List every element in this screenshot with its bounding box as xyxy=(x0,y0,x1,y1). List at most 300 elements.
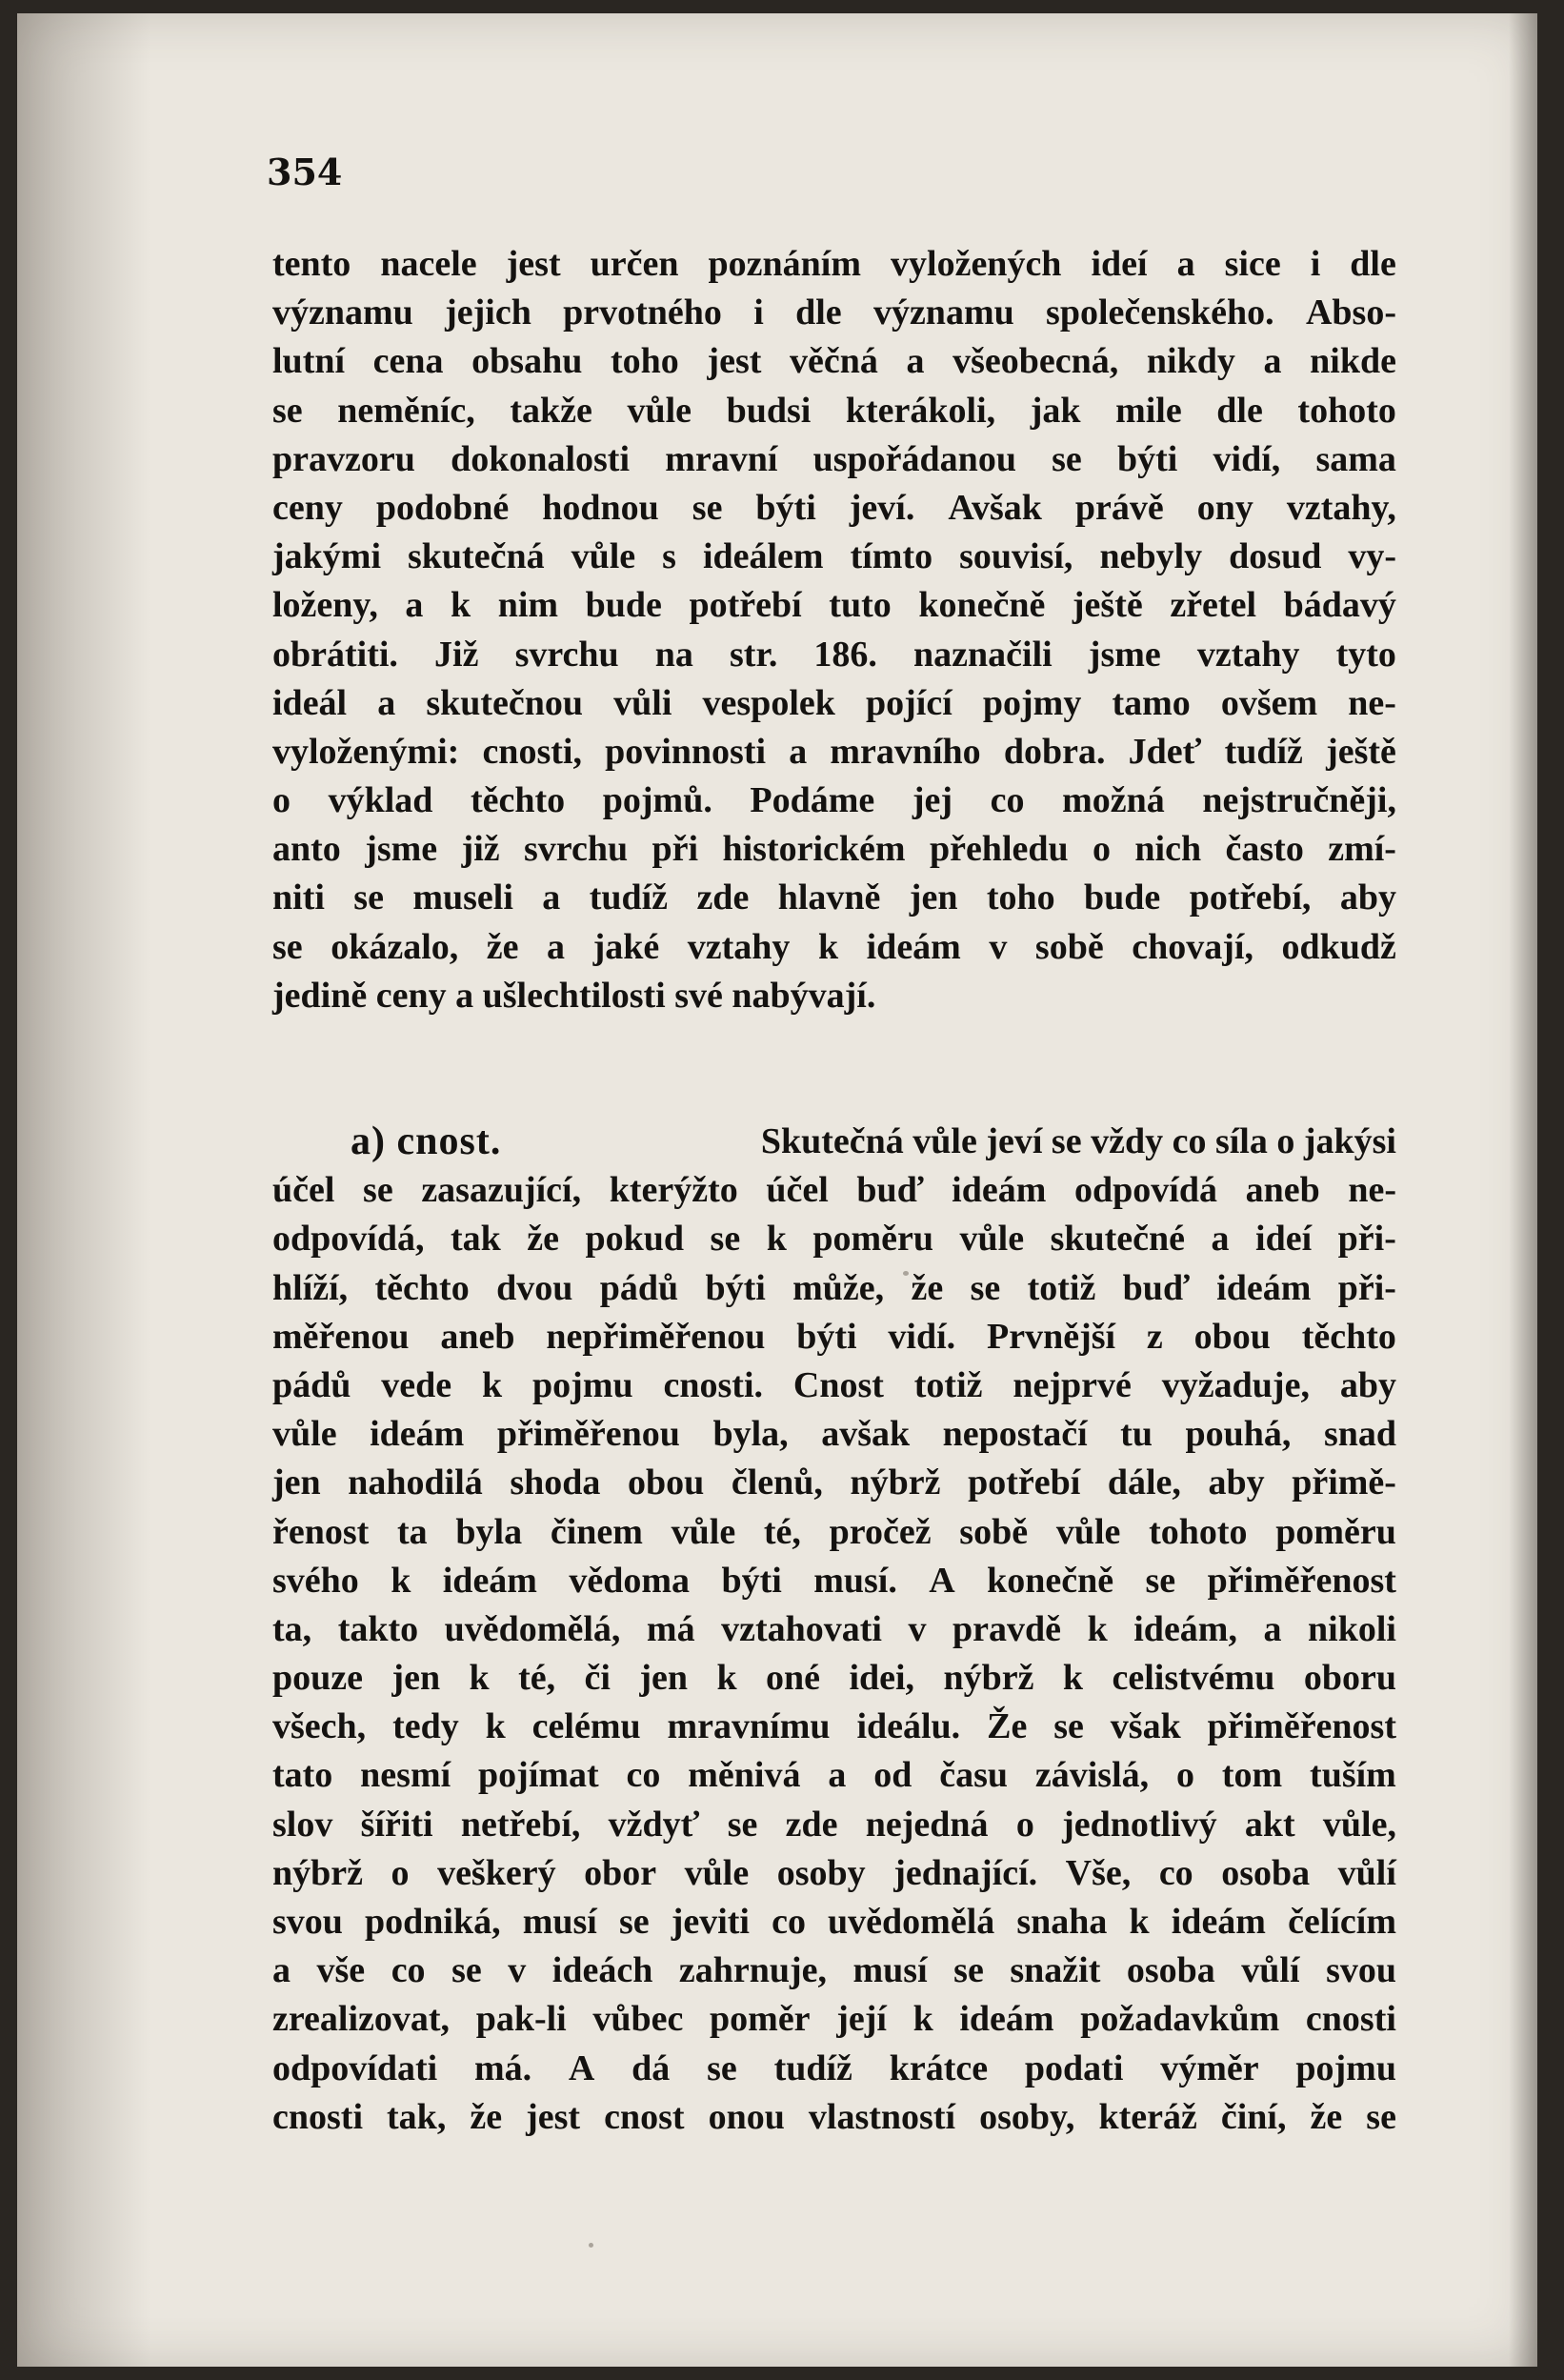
word: svrchu xyxy=(524,829,629,870)
word: naznačili xyxy=(913,634,1053,675)
text-line xyxy=(272,581,1396,630)
word: mravnímu xyxy=(667,1706,831,1747)
word: ideálem xyxy=(702,536,824,577)
word: akt xyxy=(1244,1804,1295,1845)
word: vztahovati xyxy=(721,1608,882,1649)
word: i xyxy=(753,292,764,333)
word: může, xyxy=(792,1267,885,1308)
word: obou xyxy=(1193,1316,1271,1357)
text-line xyxy=(272,533,1396,581)
word: a xyxy=(547,926,566,967)
text-line xyxy=(272,387,1396,435)
word: bude xyxy=(585,585,662,626)
word: vše xyxy=(316,1950,366,1991)
word: snaha xyxy=(1016,1902,1108,1942)
word: uvědomělá xyxy=(828,1902,995,1942)
text-line xyxy=(272,777,1396,825)
word: pouze xyxy=(272,1658,363,1699)
word: jej xyxy=(912,780,953,821)
word: slov xyxy=(272,1804,333,1845)
word: anto xyxy=(272,829,341,870)
word: vlastností xyxy=(808,2096,956,2137)
word: cnosti. xyxy=(663,1364,763,1405)
word: musí xyxy=(522,1902,597,1942)
word: niti xyxy=(272,877,325,918)
word: se xyxy=(451,1950,482,1991)
word: pádů xyxy=(272,1364,351,1405)
word: k xyxy=(766,1219,787,1260)
word: zmí- xyxy=(1328,829,1396,870)
word: pádů xyxy=(599,1267,679,1308)
word: všeobecná, xyxy=(952,341,1119,382)
word: ne- xyxy=(1348,682,1396,723)
word: účel xyxy=(272,1170,335,1211)
word: cnosti xyxy=(1305,1999,1396,2040)
word: co xyxy=(990,780,1025,821)
text-line xyxy=(272,825,1396,874)
word: a xyxy=(1263,341,1282,382)
text-line xyxy=(272,1946,1396,1995)
word: A xyxy=(929,1560,955,1601)
word: činí, xyxy=(1220,2096,1287,2137)
word: Cnost xyxy=(792,1364,884,1405)
word: nejstručněji, xyxy=(1202,780,1396,821)
word: zahrnuje, xyxy=(678,1950,827,1991)
word: snažit xyxy=(1010,1950,1101,1991)
word: Jdeť xyxy=(1128,731,1202,772)
text-line xyxy=(272,484,1396,533)
word: na xyxy=(654,634,693,675)
word: nepostačí xyxy=(942,1414,1088,1455)
word: ta, xyxy=(272,1608,312,1649)
word: v xyxy=(508,1950,527,1991)
word: ideám xyxy=(1216,1267,1312,1308)
page-edge-shadow xyxy=(1509,13,1537,2367)
word: ušlechtilosti xyxy=(482,975,666,1016)
text-line xyxy=(272,1898,1396,1946)
word: aby xyxy=(1339,877,1396,918)
word: tudíž xyxy=(589,877,669,918)
word: poměr xyxy=(710,1999,811,2040)
word: ceny xyxy=(375,975,447,1016)
word: o xyxy=(1015,1804,1034,1845)
word: k xyxy=(1062,1658,1084,1699)
word: sobě xyxy=(959,1511,1029,1552)
word: sama xyxy=(1315,438,1396,479)
word: cnost xyxy=(604,2096,685,2137)
word: ideám xyxy=(959,1999,1054,2040)
word: tento xyxy=(272,244,351,284)
word: významu xyxy=(272,292,413,333)
word: musí. xyxy=(813,1560,897,1601)
word: o xyxy=(1093,829,1112,870)
word: a xyxy=(1211,1219,1230,1260)
word: Že xyxy=(987,1706,1028,1747)
word: měnivá xyxy=(688,1755,801,1796)
word: cnosti xyxy=(272,2096,363,2137)
word: svou xyxy=(272,1902,343,1942)
word: se xyxy=(692,487,723,528)
ink-speck xyxy=(589,2243,593,2248)
word: určen xyxy=(590,244,679,284)
text-line xyxy=(272,1995,1396,2044)
word: zrealizovat, xyxy=(272,1999,451,2040)
word: aby xyxy=(1339,1364,1396,1405)
word: těchto xyxy=(374,1267,470,1308)
text-line xyxy=(272,2045,1396,2093)
word: nikoli xyxy=(1308,1608,1396,1649)
word: se xyxy=(710,1219,741,1260)
word: závislá, xyxy=(1034,1755,1150,1796)
word: k xyxy=(469,1658,490,1699)
word: se xyxy=(727,1804,758,1845)
word: totiž xyxy=(1027,1267,1096,1308)
word: ideálu. xyxy=(856,1706,961,1747)
word: možná xyxy=(1062,780,1165,821)
word: vztahy xyxy=(687,926,791,967)
word: vůbec xyxy=(592,1999,684,2040)
text-line xyxy=(272,1508,1396,1557)
word: byla, xyxy=(712,1414,789,1455)
word: tu xyxy=(1120,1414,1153,1455)
word: tato xyxy=(272,1755,333,1796)
word: uvědomělá, xyxy=(444,1608,621,1649)
word: pokud xyxy=(585,1219,685,1260)
text-line xyxy=(272,289,1396,337)
word: ideám xyxy=(1171,1902,1266,1942)
word: dle xyxy=(1350,244,1396,284)
word: nim xyxy=(497,585,559,626)
word: býti xyxy=(705,1267,766,1308)
word: vždyť xyxy=(608,1804,700,1845)
word: pročež xyxy=(829,1511,932,1552)
word: skutečná xyxy=(408,536,545,577)
word: hlavně xyxy=(777,877,881,918)
word: tak xyxy=(450,1219,501,1260)
word: jen xyxy=(909,877,958,918)
word: při xyxy=(652,829,699,870)
word: té, xyxy=(763,1511,801,1552)
word: ony xyxy=(1196,487,1253,528)
word: jest xyxy=(707,341,762,382)
text-line xyxy=(272,1313,1396,1361)
word: a xyxy=(828,1755,847,1796)
word: přimě- xyxy=(1292,1462,1396,1503)
word: vůle xyxy=(272,1414,337,1455)
word: se xyxy=(970,1267,1001,1308)
word: k xyxy=(391,1560,411,1601)
word: k xyxy=(450,585,471,626)
word: Podáme xyxy=(750,780,875,821)
word: výměr xyxy=(1160,2047,1259,2088)
text-line xyxy=(272,1751,1396,1800)
word: nejprvé xyxy=(1013,1364,1132,1405)
word: chovají, xyxy=(1132,926,1253,967)
word: často xyxy=(1225,829,1304,870)
word: dále, xyxy=(1107,1462,1181,1503)
word: těchto xyxy=(470,780,566,821)
word: i xyxy=(1310,244,1321,284)
word: vede xyxy=(381,1364,452,1405)
word: podati xyxy=(1024,2047,1124,2088)
word: tyto xyxy=(1335,634,1396,675)
word: bude xyxy=(1084,877,1161,918)
word: tudíž xyxy=(773,2047,852,2088)
word: 186. xyxy=(813,634,877,675)
word: nýbrž xyxy=(943,1658,1034,1699)
word: nýbrž xyxy=(272,1852,363,1893)
word: hodnou xyxy=(542,487,659,528)
word: že xyxy=(470,2096,503,2137)
word: věčná xyxy=(790,341,878,382)
word: odpovídá xyxy=(1074,1170,1217,1211)
word: se xyxy=(1145,1560,1176,1601)
word: kteráž xyxy=(1098,2096,1197,2137)
word: avšak xyxy=(821,1414,911,1455)
word: poměru xyxy=(1275,1511,1396,1552)
text-line xyxy=(272,1605,1396,1654)
word: vůli xyxy=(613,682,672,723)
word: podobné xyxy=(375,487,510,528)
word: vědoma xyxy=(569,1560,691,1601)
word: nebyly xyxy=(1099,536,1203,577)
word: má. xyxy=(473,2047,532,2088)
word: aneb xyxy=(440,1316,515,1357)
word: jednotlivý xyxy=(1062,1804,1217,1845)
word: se xyxy=(1053,1706,1084,1747)
word: odpovídá, xyxy=(272,1219,425,1260)
word: ideám xyxy=(370,1414,465,1455)
text-line xyxy=(272,1654,1396,1703)
text-line xyxy=(272,1459,1396,1507)
text-line xyxy=(272,1557,1396,1605)
word: pojmy xyxy=(982,682,1082,723)
word: ceny xyxy=(272,487,343,528)
word: měřenou xyxy=(272,1316,410,1357)
word: řenost xyxy=(272,1511,370,1552)
word: tuto xyxy=(829,585,892,626)
word: svého xyxy=(272,1560,359,1601)
word: vespolek xyxy=(702,682,835,723)
word: potřebí xyxy=(689,585,802,626)
word: tohoto xyxy=(1297,390,1396,431)
word: vyloženými: xyxy=(272,731,460,772)
word: nich xyxy=(1134,829,1202,870)
word: kterákoli, xyxy=(845,390,996,431)
word: jednající. xyxy=(893,1852,1038,1893)
word: jsme xyxy=(1088,634,1161,675)
text-line xyxy=(272,337,1396,386)
word: její xyxy=(836,1999,887,2040)
word: jsme xyxy=(365,829,438,870)
page-gutter-shadow xyxy=(17,13,150,2367)
word: skutečnou xyxy=(426,682,584,723)
word: vůle xyxy=(959,1219,1025,1260)
paragraph-1 xyxy=(272,240,1396,1020)
word: od xyxy=(873,1755,912,1796)
word: a xyxy=(542,877,561,918)
word: ne- xyxy=(1348,1170,1396,1211)
word: bádavý xyxy=(1283,585,1396,626)
word: str. xyxy=(730,634,778,675)
word: veškerý xyxy=(437,1852,556,1893)
word: k xyxy=(716,1658,737,1699)
text-line xyxy=(272,1801,1396,1849)
word: toho xyxy=(611,341,679,382)
word: z xyxy=(1146,1316,1163,1357)
word: pouhá, xyxy=(1185,1414,1292,1455)
word: konečně xyxy=(918,585,1046,626)
text-line xyxy=(272,923,1396,972)
word: o xyxy=(272,780,291,821)
word: jejich xyxy=(445,292,531,333)
word: požadavkům xyxy=(1080,1999,1280,2040)
text-line xyxy=(272,728,1396,777)
word: aneb xyxy=(1245,1170,1320,1211)
word: s xyxy=(662,536,676,577)
word: obor xyxy=(584,1852,657,1893)
word: ideám xyxy=(442,1560,537,1601)
word: jaké xyxy=(592,926,660,967)
word: vůle, xyxy=(1322,1804,1396,1845)
word: oné xyxy=(766,1658,821,1699)
word: co xyxy=(772,1902,806,1942)
word: nýbrž xyxy=(850,1462,941,1503)
word: tudíž xyxy=(1224,731,1303,772)
word: uspořádanou xyxy=(812,438,1016,479)
word: jak xyxy=(1030,390,1081,431)
word: se xyxy=(272,390,303,431)
word: vztahy, xyxy=(1286,487,1396,528)
word: kterýžto xyxy=(609,1170,738,1211)
word: a xyxy=(1176,244,1195,284)
word: povinnosti xyxy=(605,731,767,772)
word: že xyxy=(911,1267,944,1308)
word: při- xyxy=(1337,1219,1396,1260)
word: se xyxy=(618,1902,650,1942)
text-line xyxy=(272,435,1396,484)
word: pojmu xyxy=(1295,2047,1396,2088)
word: těchto xyxy=(1301,1316,1396,1357)
word: skutečné xyxy=(1050,1219,1186,1260)
word: buď xyxy=(1122,1267,1190,1308)
word: ovšem xyxy=(1220,682,1318,723)
word: a xyxy=(377,682,396,723)
word: tedy xyxy=(392,1706,459,1747)
word: Vše, xyxy=(1065,1852,1132,1893)
word: při- xyxy=(1337,1267,1396,1308)
word: Avšak xyxy=(948,487,1042,528)
word: odpovídati xyxy=(272,2047,438,2088)
word: dle xyxy=(795,292,842,333)
word: podniká, xyxy=(365,1902,501,1942)
word: tuším xyxy=(1310,1755,1396,1796)
word: pravzoru xyxy=(272,438,415,479)
word: přiměřenost xyxy=(1207,1706,1396,1747)
word: museli xyxy=(412,877,513,918)
word: dobra. xyxy=(1003,731,1106,772)
word: zasazující, xyxy=(421,1170,582,1211)
word: jeviti xyxy=(671,1902,750,1942)
word: poznáním xyxy=(708,244,861,284)
text-line xyxy=(272,1166,1396,1215)
word: či xyxy=(584,1658,611,1699)
word: se xyxy=(353,877,384,918)
section-first-line-text: Skutečná vůle jeví se vždy co síla o jakýsi xyxy=(760,1121,1396,1161)
word: se xyxy=(1052,438,1082,479)
word: k xyxy=(817,926,839,967)
word: vůle xyxy=(684,1852,750,1893)
word: souvisí, xyxy=(959,536,1073,577)
word: dosud xyxy=(1229,536,1322,577)
word: se xyxy=(953,1950,984,1991)
word: že xyxy=(527,1219,559,1260)
word: netřebí, xyxy=(460,1804,581,1845)
word: přehledu xyxy=(929,829,1069,870)
text-line xyxy=(272,1361,1396,1410)
word: mravního xyxy=(830,731,981,772)
word: právě xyxy=(1074,487,1164,528)
word: vidí, xyxy=(1213,438,1281,479)
word: býti xyxy=(796,1316,857,1357)
word: a xyxy=(405,585,424,626)
text-line xyxy=(272,1215,1396,1263)
word: mile xyxy=(1115,390,1182,431)
word: společenského. xyxy=(1046,292,1274,333)
word: o xyxy=(391,1852,410,1893)
text-line xyxy=(272,1703,1396,1751)
page-number: 354 xyxy=(267,151,343,193)
text-line xyxy=(272,874,1396,922)
section-first-line xyxy=(272,1118,1396,1166)
word: co xyxy=(626,1755,661,1796)
word: konečně xyxy=(987,1560,1114,1601)
word: pravdě xyxy=(952,1608,1062,1649)
word: nacele xyxy=(380,244,477,284)
word: musí xyxy=(852,1950,928,1991)
word: prvotného xyxy=(563,292,722,333)
word: šířiti xyxy=(360,1804,433,1845)
word: ideám xyxy=(952,1170,1047,1211)
word: pojmu xyxy=(532,1364,633,1405)
word: jedině xyxy=(272,975,368,1016)
word: historickém xyxy=(722,829,906,870)
word: nikde xyxy=(1310,341,1396,382)
word: takže xyxy=(510,390,592,431)
word: jen xyxy=(639,1658,689,1699)
word: osoby, xyxy=(979,2096,1075,2137)
word: a xyxy=(455,975,474,1016)
word: tom xyxy=(1221,1755,1283,1796)
word: své xyxy=(674,975,723,1016)
word: co xyxy=(1158,1852,1193,1893)
word: ideám, xyxy=(1133,1608,1237,1649)
word: vůlí xyxy=(1337,1852,1396,1893)
word: že xyxy=(486,926,519,967)
word: času xyxy=(939,1755,1009,1796)
word: k xyxy=(912,1999,933,2040)
word: vůlí xyxy=(1241,1950,1300,1991)
word: osoby xyxy=(776,1852,866,1893)
text-line xyxy=(272,972,1396,1020)
word: lutní xyxy=(272,341,346,382)
word: sobě xyxy=(1034,926,1104,967)
word: k xyxy=(482,1364,503,1405)
word: co xyxy=(391,1950,426,1991)
word: všech, xyxy=(272,1706,367,1747)
word: že xyxy=(1310,2096,1343,2137)
word: nahodilá xyxy=(348,1462,483,1503)
